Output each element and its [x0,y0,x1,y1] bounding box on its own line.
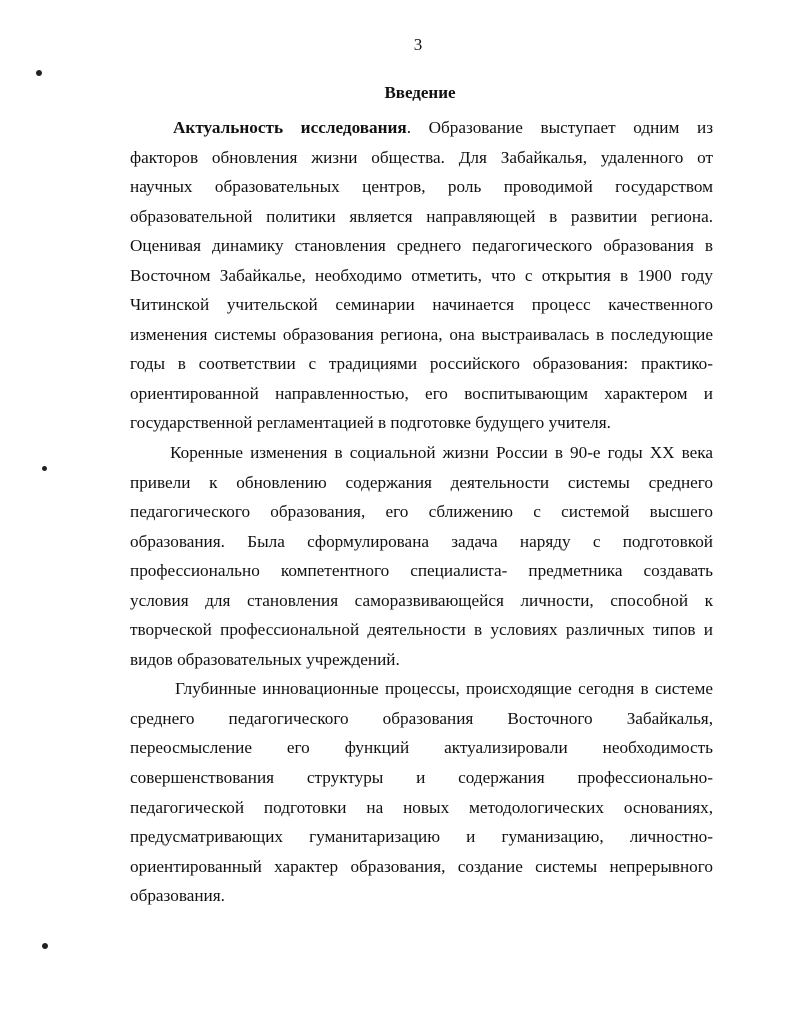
text-line: Восточном Забайкалье, необходимо отметить, что с открытия в 1900 году [130,265,713,285]
text-line: изменения системы образования региона, она выстраивалась в последующие [130,324,713,344]
text-line-rest: . Образование выступает одним из [406,118,713,137]
text-line: научных образовательных центров, роль проводимой государством [130,177,713,197]
text-line: условия для становления саморазвивающейся личности, способной к [130,590,713,610]
scan-artifact-dot [42,466,47,471]
text-line: педагогического образования, его сближению с системой высшего [130,502,713,522]
text-line: творческой профессиональной деятельности в условиях различных типов и [130,620,713,640]
text-line: государственной регламентацией в подготовке будущего учителя. [130,413,611,433]
section-title: Введение [384,83,456,102]
document-body [130,113,713,911]
scan-artifact-dot [42,943,48,949]
text-line: факторов обновления жизни общества. Для Забайкалья, удаленного от [130,147,713,167]
scan-artifact-dot [36,70,42,76]
text-line: ориентированной направленностью, его воспитывающим характером и [130,383,713,403]
text-line: образовательной политики является направляющей в развитии региона. [130,206,713,226]
text-line: годы в соответствии с традициями российского образования: практико- [130,354,713,374]
text-line: Коренные изменения в социальной жизни России в 90-е годы XX века [170,443,713,463]
text-line [130,113,713,143]
text-line: Оценивая динамику становления среднего педагогического образования в [130,236,713,256]
page-number: 3 [413,35,423,54]
text-line: профессионально компетентного специалиста- предметника создавать [130,561,713,581]
paragraph-2 [130,438,713,674]
text-line: ориентированный характер образования, создание системы непрерывного [130,856,713,876]
text-line: среднего педагогического образования Восточного Забайкалья, [130,708,713,728]
text-line: Глубинные инновационные процессы, происходящие сегодня в системе [175,679,713,699]
text-line: предусматривающих гуманитаризацию и гуманизацию, личностно- [130,827,713,847]
text-line: образования. Была сформулирована задача наряду с подготовкой [130,531,713,551]
text-line: образования. [130,886,225,906]
paragraph-1 [130,113,713,438]
text-line: привели к обновлению содержания деятельности системы среднего [130,472,713,492]
text-line: видов образовательных учреждений. [130,649,400,669]
text-line: Читинской учительской семинарии начинается процесс качественного [130,295,713,315]
text-line: совершенствования структуры и содержания профессионально- [130,768,713,788]
text-line: переосмысление его функций актуализировали необходимость [130,738,713,758]
text-line: педагогической подготовки на новых методологических основаниях, [130,797,713,817]
paragraph-3 [130,674,713,910]
bold-lead: Актуальность исследования [173,118,407,137]
